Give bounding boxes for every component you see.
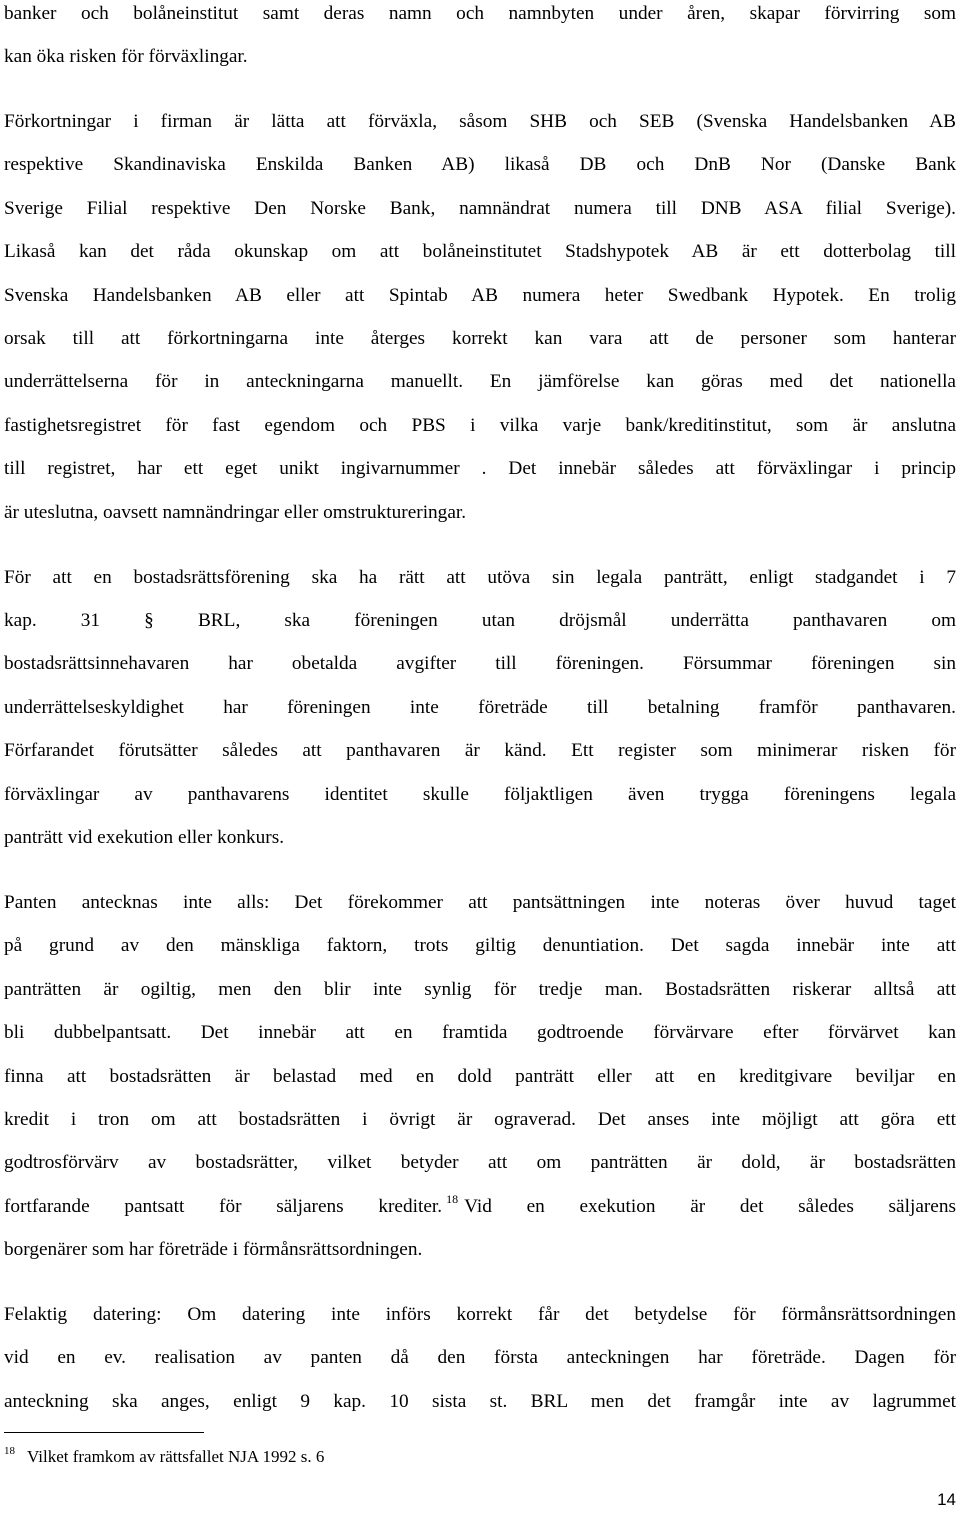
text-line: bostadsrättsinnehavaren har obetalda avgifter till föreningen. Försummar föreningen sin <box>4 653 956 674</box>
text-line: förväxlingar av panthavarens identitet skulle följaktligen även trygga föreningens legala <box>4 784 956 805</box>
text-line: Sverige Filial respektive Den Norske Bank, namnändrat numera till DNB ASA filial Sverige). <box>4 198 956 219</box>
footnote-divider <box>4 1432 204 1433</box>
text-line: finna att bostadsrätten är belastad med en dold panträtt eller att en kreditgivare beviljar en <box>4 1066 956 1087</box>
text-line: Likaså kan det råda okunskap om att bolåneinstitutet Stadshypotek AB är ett dotterbolag till <box>4 241 956 262</box>
footnote <box>4 1446 324 1468</box>
text-line: godtrosförvärv av bostadsrätter, vilket betyder att om panträtten är dold, är bostadsrätten <box>4 1152 956 1173</box>
footnote-number: 18 <box>4 1445 15 1457</box>
text-line: kap. 31 § BRL, ska föreningen utan dröjsmål underrätta panthavaren om <box>4 610 956 631</box>
text-line: kan öka risken för förväxlingar. <box>4 46 248 67</box>
text-line: Svenska Handelsbanken AB eller att Spintab AB numera heter Swedbank Hypotek. En trolig <box>4 285 956 306</box>
text-line: Panten antecknas inte alls: Det förekommer att pantsättningen inte noteras över huvud taget <box>4 892 956 913</box>
text-line: vid en ev. realisation av panten då den första anteckningen har företräde. Dagen för <box>4 1347 956 1368</box>
text-line: banker och bolåneinstitut samt deras namn och namnbyten under åren, skapar förvirring som <box>4 3 956 24</box>
text-line: underrättelserna för in anteckningarna manuellt. En jämförelse kan göras med det nationella <box>4 371 956 392</box>
text-segment: fortfarande pantsatt för säljarens krediter. <box>4 1196 443 1217</box>
text-line: borgenärer som har företräde i förmånsrättsordningen. <box>4 1239 423 1260</box>
page-number: 14 <box>937 1490 956 1509</box>
text-line: Förkortningar i firman är lätta att förväxla, såsom SHB och SEB (Svenska Handelsbanken AB <box>4 111 956 132</box>
text-line: panträtten är ogiltig, men den blir inte synlig för tredje man. Bostadsrätten riskerar alltså att <box>4 979 956 1000</box>
text-line: orsak till att förkortningarna inte återges korrekt kan vara att de personer som hanterar <box>4 328 956 349</box>
text-line: Förfarandet förutsätter således att panthavaren är känd. Ett register som minimerar risken för <box>4 740 956 761</box>
text-line: fastighetsregistret för fast egendom och PBS i vilka varje bank/kreditinstitut, som är anslutna <box>4 415 956 436</box>
footnote-text: Vilket framkom av rättsfallet NJA 1992 s. 6 <box>27 1447 325 1466</box>
text-line: på grund av den mänskliga faktorn, trots giltig denuntiation. Det sagda innebär inte att <box>4 935 956 956</box>
text-line: För att en bostadsrättsförening ska ha rätt att utöva sin legala panträtt, enligt stadgandet i 7 <box>4 567 956 588</box>
text-segment: Vid en exekution är det således säljarens <box>464 1196 956 1217</box>
text-line: kredit i tron om att bostadsrätten i övrigt är ograverad. Det anses inte möjligt att göra ett <box>4 1109 956 1130</box>
text-line: underrättelseskyldighet har föreningen inte företräde till betalning framför panthavaren. <box>4 697 956 718</box>
text-line: anteckning ska anges, enligt 9 kap. 10 sista st. BRL men det framgår inte av lagrummet <box>4 1391 956 1412</box>
text-line: är uteslutna, oavsett namnändringar eller omstruktureringar. <box>4 502 467 523</box>
text-line: respektive Skandinaviska Enskilda Banken AB) likaså DB och DnB Nor (Danske Bank <box>4 154 956 175</box>
text-line-with-footnote <box>4 1192 956 1218</box>
text-line: panträtt vid exekution eller konkurs. <box>4 827 285 848</box>
footnote-reference[interactable]: 18 <box>446 1192 459 1206</box>
text-line: bli dubbelpantsatt. Det innebär att en framtida godtroende förvärvare efter förvärvet kan <box>4 1022 956 1043</box>
text-line: till registret, har ett eget unikt ingivarnummer . Det innebär således att förväxlingar i princip <box>4 458 956 479</box>
text-line: Felaktig datering: Om datering inte införs korrekt får det betydelse för förmånsrättsordningen <box>4 1304 956 1325</box>
